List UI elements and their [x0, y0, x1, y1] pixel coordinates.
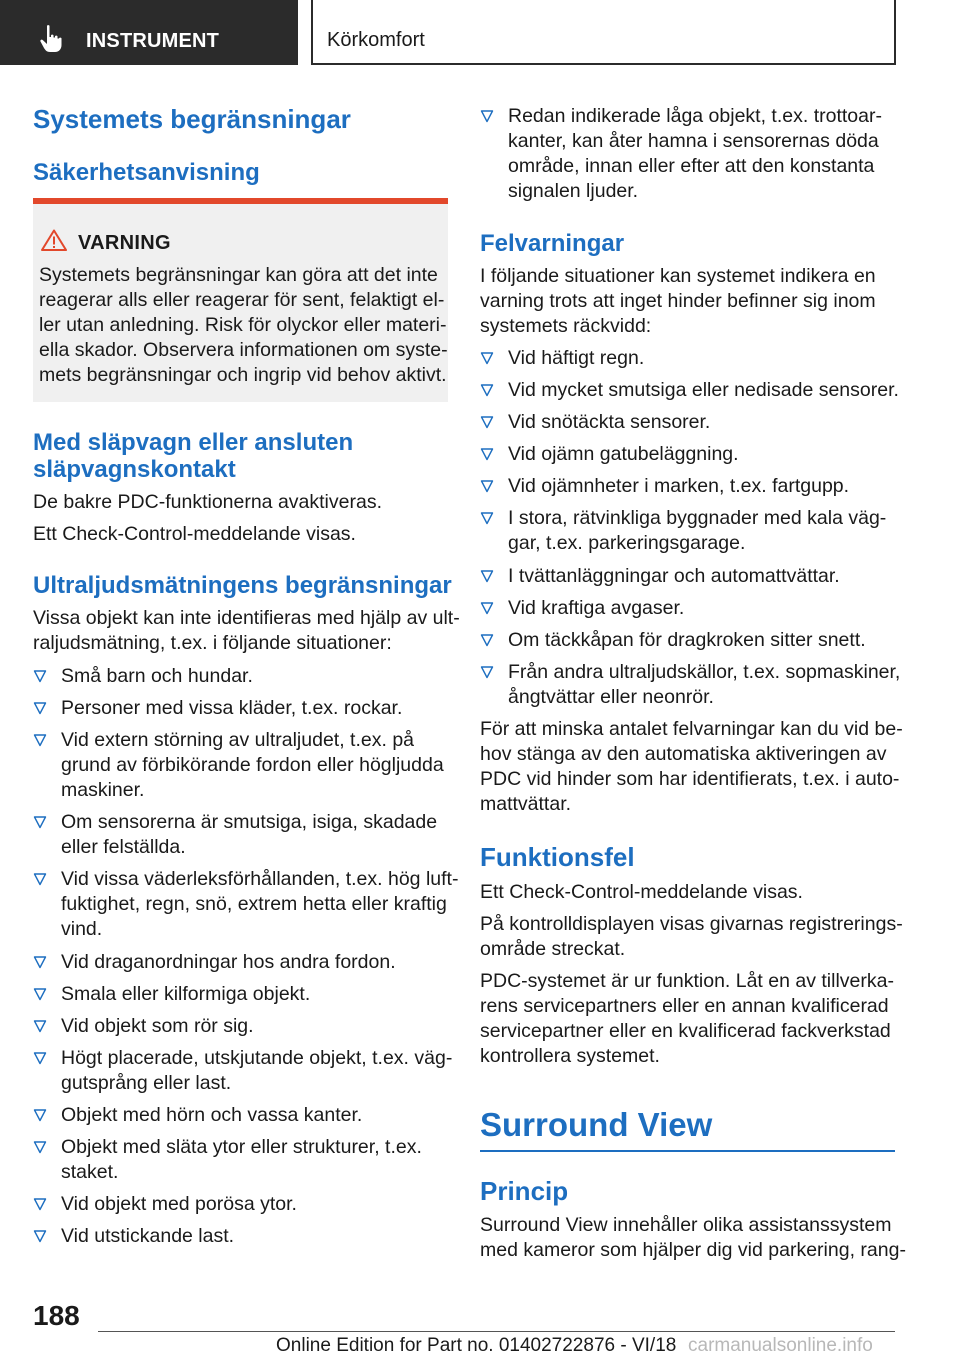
bullet-triangle-icon: [480, 415, 494, 429]
bullet-triangle-icon: [33, 815, 47, 829]
list-item-text: Vid vissa väderleksförhållanden, t.ex. hög luft-: [61, 868, 459, 890]
paragraph: På kontrolldisplayen visas givarnas registrerings-: [480, 913, 903, 935]
paragraph: Ett Check-Control-meddelande visas.: [33, 523, 356, 545]
list-item-text: signalen ljuder.: [508, 180, 639, 202]
bullet-triangle-icon: [480, 511, 494, 525]
paragraph: kontrollera systemet.: [480, 1045, 660, 1067]
list-item-text: maskiner.: [61, 779, 145, 801]
list-item-text: Högt placerade, utskjutande objekt, t.ex. väg-: [61, 1047, 453, 1069]
paragraph: mattvättar.: [480, 793, 572, 815]
bullet-triangle-icon: [480, 383, 494, 397]
paragraph: raljudsmätning, t.ex. i följande situationer:: [33, 632, 392, 654]
bullet-triangle-icon: [480, 569, 494, 583]
bullet-triangle-icon: [480, 633, 494, 647]
warning-title: VARNING: [78, 232, 171, 254]
list-item-text: Vid utstickande last.: [61, 1225, 235, 1247]
list-item-text: Redan indikerade låga objekt, t.ex. trottoar-: [508, 105, 882, 127]
paragraph: I följande situationer kan systemet indikera en: [480, 265, 876, 287]
list-item-text: fuktighet, regn, snö, extrem hetta eller kraftig: [61, 893, 447, 915]
pointing-hand-icon: [38, 24, 64, 54]
paragraph: systemets räckvidd:: [480, 315, 652, 337]
bullet-triangle-icon: [33, 987, 47, 1001]
bullet-triangle-icon: [480, 109, 494, 123]
list-item-text: Vid häftigt regn.: [508, 347, 645, 369]
bullet-triangle-icon: [33, 701, 47, 715]
bullet-triangle-icon: [480, 479, 494, 493]
paragraph: Vissa objekt kan inte identifieras med hjälp av ult-: [33, 607, 460, 629]
section-label: INSTRUMENT: [86, 30, 220, 52]
list-item-text: Personer med vissa kläder, t.ex. rockar.: [61, 697, 403, 719]
list-item-text: ångtvättar eller neonrör.: [508, 686, 714, 708]
list-item-text: Vid draganordningar hos andra fordon.: [61, 951, 396, 973]
paragraph: De bakre PDC-funktionerna avaktiveras.: [33, 491, 382, 513]
list-item-text: Vid ojämnheter i marken, t.ex. fartgupp.: [508, 475, 850, 497]
footer-rule: [98, 1331, 895, 1332]
warning-line: Systemets begränsningar kan göra att det inte: [39, 264, 438, 286]
bullet-triangle-icon: [33, 733, 47, 747]
section-tab: [0, 0, 298, 65]
heading-trailer: Med släpvagn eller ansluten: [33, 429, 354, 456]
bullet-triangle-icon: [33, 1197, 47, 1211]
heading-trailer-cont: släpvagnskontakt: [33, 456, 236, 483]
warning-line: ler utan anledning. Risk för olyckor eller materi-: [39, 314, 447, 336]
heading-rule: [480, 1150, 895, 1152]
list-item-text: Vid snötäckta sensorer.: [508, 411, 711, 433]
list-item-text: Om täckkåpan för dragkroken sitter snett.: [508, 629, 866, 651]
list-item-text: kanter, kan åter hamna i sensorernas döda: [508, 130, 879, 152]
list-item-text: Smala eller kilformiga objekt.: [61, 983, 311, 1005]
heading-safety-note: Säkerhetsanvisning: [33, 159, 260, 186]
bullet-triangle-icon: [33, 872, 47, 886]
watermark: carmanualsonline.info: [688, 1335, 873, 1356]
list-item-text: staket.: [61, 1161, 119, 1183]
list-item-text: Om sensorerna är smutsiga, isiga, skadade: [61, 811, 438, 833]
list-item-text: Från andra ultraljudskällor, t.ex. sopmaskiner,: [508, 661, 901, 683]
list-item-text: område, innan eller efter att den konstanta: [508, 155, 875, 177]
paragraph: servicepartner eller en kvalificerad fackverkstad: [480, 1020, 891, 1042]
list-item-text: grund av förbikörande fordon eller högljudda: [61, 754, 444, 776]
heading-principle: Princip: [480, 1176, 569, 1206]
bullet-triangle-icon: [33, 955, 47, 969]
paragraph: rens servicepartners eller en annan kvalificerad: [480, 995, 889, 1017]
bullet-triangle-icon: [480, 447, 494, 461]
bullet-triangle-icon: [33, 669, 47, 683]
paragraph: Surround View innehåller olika assistanssystem: [480, 1214, 892, 1236]
list-item-text: vind.: [61, 918, 103, 940]
list-item-text: Små barn och hundar.: [61, 665, 253, 687]
page-number: 188: [33, 1300, 80, 1331]
paragraph: Ett Check-Control-meddelande visas.: [480, 881, 803, 903]
paragraph: område streckat.: [480, 938, 626, 960]
bullet-triangle-icon: [33, 1140, 47, 1154]
bullet-triangle-icon: [33, 1229, 47, 1243]
heading-surround-view: Surround View: [480, 1106, 713, 1143]
list-item-text: I tvättanläggningar och automattvättar.: [508, 565, 840, 587]
list-item-text: Objekt med släta ytor eller strukturer, t.ex.: [61, 1136, 422, 1158]
list-item-text: I stora, rätvinkliga byggnader med kala väg-: [508, 507, 887, 529]
list-item-text: Vid kraftiga avgaser.: [508, 597, 685, 619]
list-item-text: gutsprång eller last.: [61, 1072, 232, 1094]
list-item-text: gar, t.ex. parkeringsgarage.: [508, 532, 746, 554]
list-item-text: Objekt med hörn och vassa kanter.: [61, 1104, 363, 1126]
chapter-tab: [311, 0, 896, 65]
warning-line: mets begränsningar och ingrip vid behov aktivt.: [39, 364, 447, 386]
chapter-label: Körkomfort: [327, 29, 425, 51]
bullet-triangle-icon: [480, 665, 494, 679]
heading-system-limits: Systemets begränsningar: [33, 104, 351, 134]
bullet-triangle-icon: [480, 351, 494, 365]
list-item-text: Vid ojämn gatubeläggning.: [508, 443, 739, 465]
heading-malfunction: Funktionsfel: [480, 842, 635, 872]
list-item-text: Vid objekt som rör sig.: [61, 1015, 254, 1037]
bullet-triangle-icon: [480, 601, 494, 615]
paragraph: med kameror som hjälper dig vid parkering, rang-: [480, 1239, 906, 1261]
heading-ultrasonic-limits: Ultraljudsmätningens begränsningar: [33, 572, 452, 599]
bullet-triangle-icon: [33, 1051, 47, 1065]
paragraph: hov stänga av den automatiska aktiveringen av: [480, 743, 887, 765]
page-header: [0, 0, 960, 66]
list-item-text: Vid mycket smutsiga eller nedisade sensorer.: [508, 379, 899, 401]
warning-line: reagerar alls eller reagerar för sent, felaktigt el-: [39, 289, 445, 311]
list-item-text: Vid objekt med porösa ytor.: [61, 1193, 297, 1215]
paragraph: PDC-systemet är ur funktion. Låt en av tillverka-: [480, 970, 894, 992]
warning-triangle-icon: [41, 229, 67, 251]
paragraph: PDC vid hinder som har identifierats, t.ex. i auto-: [480, 768, 900, 790]
bullet-triangle-icon: [33, 1019, 47, 1033]
paragraph: varning trots att inget hinder befinner sig inom: [480, 290, 876, 312]
warning-box: [33, 198, 448, 402]
heading-false-warnings: Felvarningar: [480, 230, 625, 257]
bullet-triangle-icon: [33, 1108, 47, 1122]
paragraph: För att minska antalet felvarningar kan du vid be-: [480, 718, 903, 740]
footer-edition: Online Edition for Part no. 01402722876 - VI/18: [276, 1335, 677, 1356]
list-item-text: eller felställda.: [61, 836, 186, 858]
list-item-text: Vid extern störning av ultraljudet, t.ex. på: [61, 729, 415, 751]
warning-line: ella skador. Observera informationen om syste-: [39, 339, 448, 361]
